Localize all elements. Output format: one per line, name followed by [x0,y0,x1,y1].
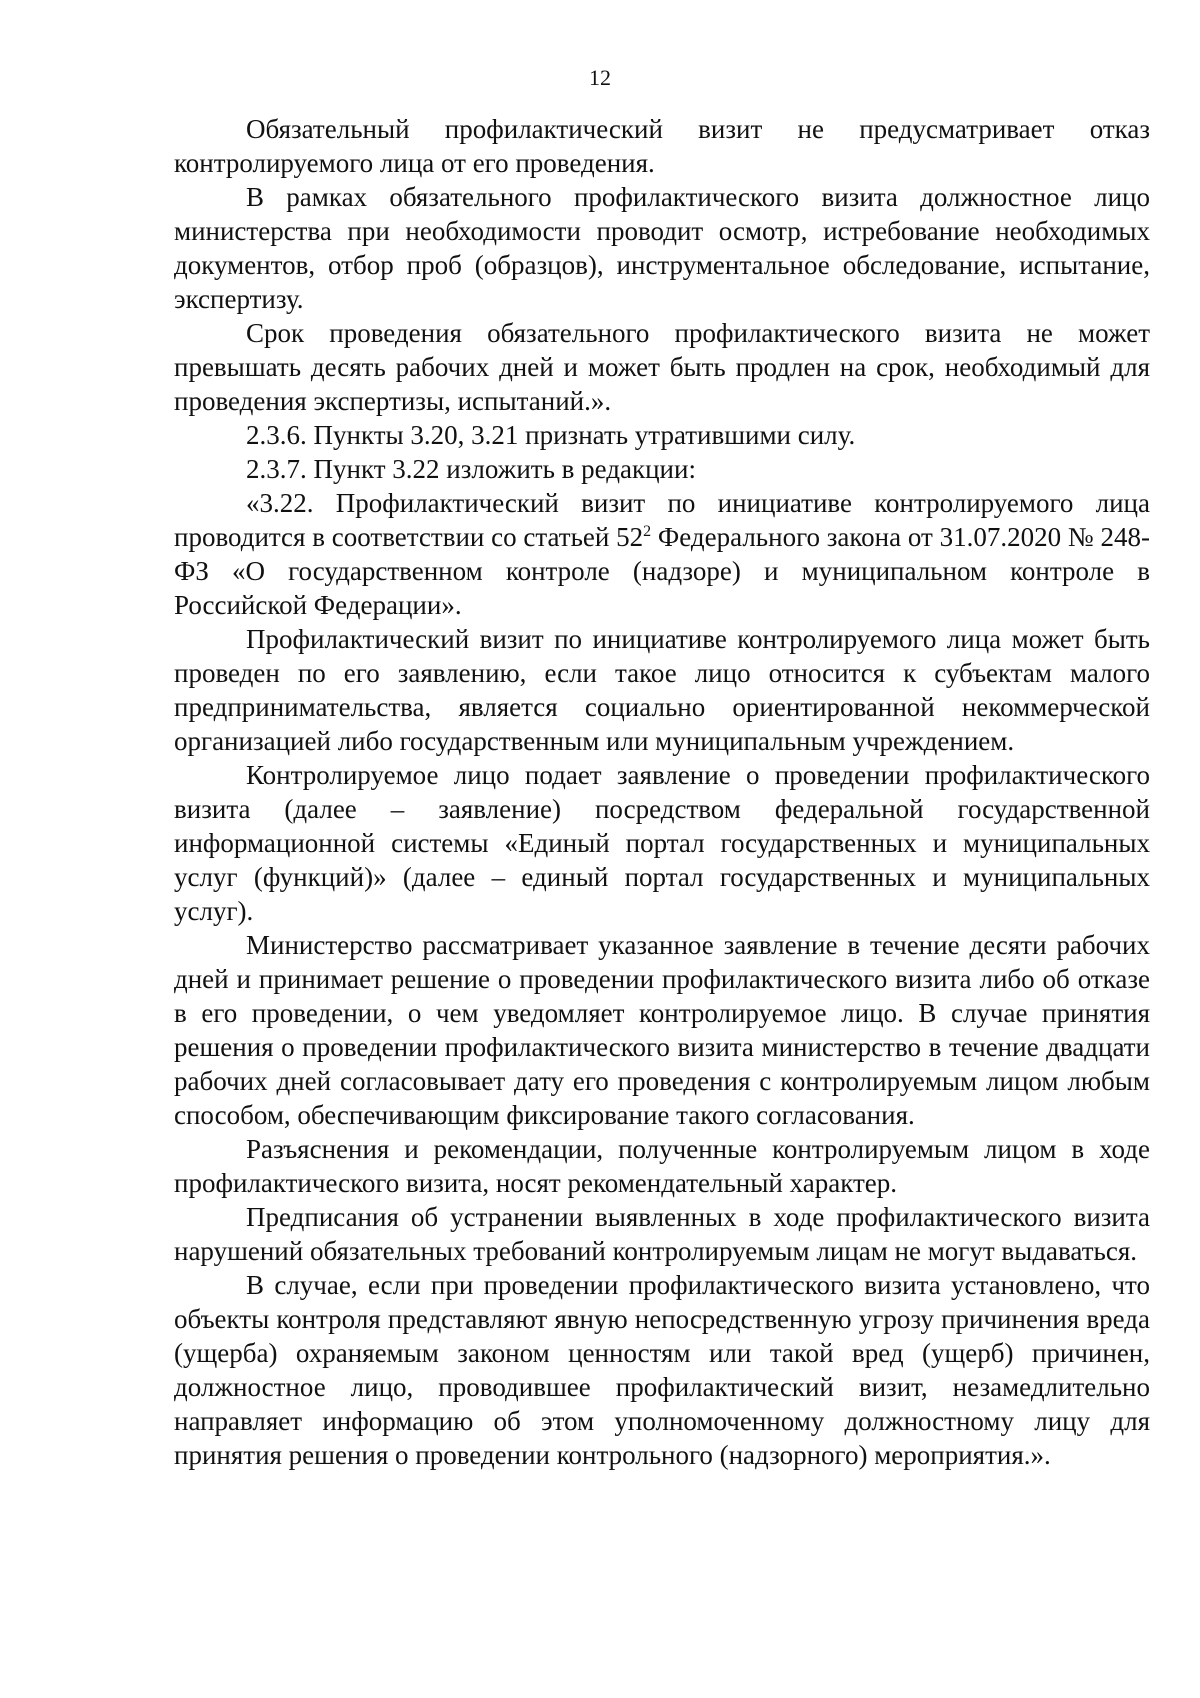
paragraph: Контролируемое лицо подает заявление о проведении профилактического визита (далее – заявление) посредством федеральной государственной информационной системы «Единый портал государственных и муниципальных услуг (функций)» (далее – единый портал государственных и муниципальных услуг). [174,760,1150,926]
paragraph: Обязательный профилактический визит не предусматривает отказ контролируемого лица от его проведения. [174,114,1150,178]
paragraph: Министерство рассматривает указанное заявление в течение десяти рабочих дней и принимает решение о проведении профилактического визита либо об отказе в его проведении, о чем уведомляет контролируемое лицо. В случае принятия решения о проведении профилактического визита министерство в течение двадцати рабочих дней согласовывает дату его проведения с контролируемым лицом любым способом, обеспечивающим фиксирование такого согласования. [174,930,1150,1130]
paragraph: В рамках обязательного профилактического визита должностное лицо министерства при необходимости проводит осмотр, истребование необходимых документов, отбор проб (образцов), инструментальное обследование, испытание, экспертизу. [174,182,1150,314]
superscript: 2 [643,523,652,540]
paragraph-text-before: «3.22. Профилактический визит по инициативе контролируемого лица проводится в соответствии со статьей 52 [174,488,1150,552]
paragraph: Разъяснения и рекомендации, полученные контролируемым лицом в ходе профилактического визита, носят рекомендательный характер. [174,1134,1150,1198]
paragraph: Срок проведения обязательного профилактического визита не может превышать десять рабочих дней и может быть продлен на срок, необходимый для проведения экспертизы, испытаний.». [174,318,1150,416]
paragraph: 2.3.6. Пункты 3.20, 3.21 признать утратившими силу. [246,420,856,450]
paragraph-with-superscript [174,486,1150,622]
paragraph: Предписания об устранении выявленных в ходе профилактического визита нарушений обязательных требований контролируемым лицам не могут выдаваться. [174,1202,1150,1266]
paragraph: В случае, если при проведении профилактического визита установлено, что объекты контроля представляют явную непосредственную угрозу причинения вреда (ущерба) охраняемым законом ценностям или такой вред (ущерб) причинен, должностное лицо, проводившее профилактический визит, незамедлительно направляет информацию об этом уполномоченному должностному лицу для принятия решения о проведении контрольного (надзорного) мероприятия.». [174,1270,1150,1470]
paragraph-text-after: Федерального закона от 31.07.2020 № 248-ФЗ «О государственном контроле (надзоре) и муниципальном контроле в Российской Федерации». [174,522,1150,620]
page-number: 12 [589,65,611,90]
document-body [174,112,1150,1472]
paragraph: 2.3.7. Пункт 3.22 изложить в редакции: [246,454,696,484]
paragraph: Профилактический визит по инициативе контролируемого лица может быть проведен по его заявлению, если такое лицо относится к субъектам малого предпринимательства, является социально ориентированной некоммерческой организацией либо государственным или муниципальным учреждением. [174,624,1150,756]
